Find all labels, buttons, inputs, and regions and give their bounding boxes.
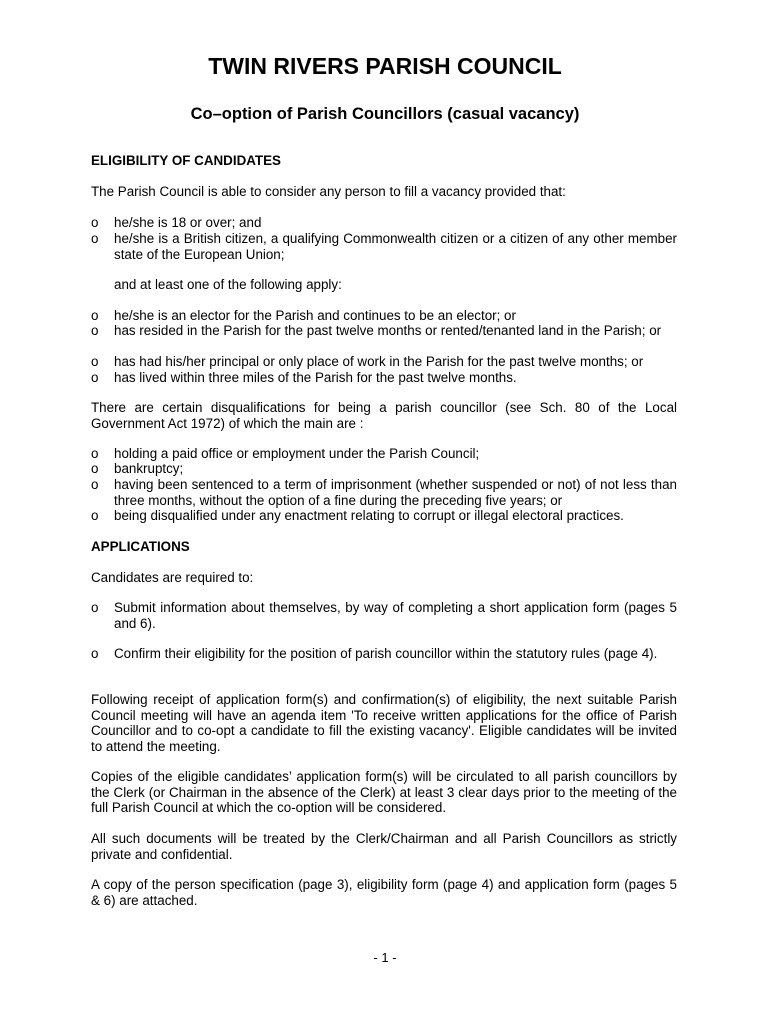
- bullet-icon: o: [91, 446, 99, 461]
- list-item-text: has resided in the Parish for the past twelve months or rented/tenanted land in the Parish; or: [114, 323, 662, 338]
- page-subtitle: Co–option of Parish Councillors (casual vacancy): [190, 105, 580, 123]
- disqualification-intro: There are certain disqualifications for being a parish councillor (see Sch. 80 of the Local Government Act 1972) of which the main are :: [91, 400, 677, 431]
- list-item-text: has had his/her principal or only place of work in the Parish for the past twelve months; or: [114, 354, 644, 369]
- applications-paragraph-3: All such documents will be treated by the Clerk/Chairman and all Parish Councillors as strictly private and confidential.: [91, 831, 677, 862]
- applications-paragraph-1: Following receipt of application form(s) and confirmation(s) of eligibility, the next suitable Parish Council meeting will have an agenda item 'To receive written applications for the office of Parish Councillor and to co-opt a candidate to fill the existing vacancy'. Eligible candidates will be invited to attend the meeting.: [91, 692, 677, 754]
- applications-paragraph-2: Copies of the eligible candidates’ application form(s) will be circulated to all parish councillors by the Clerk (or Chairman in the absence of the Clerk) at least 3 clear days prior to the meeting of the full Parish Council at which the co-option will be considered.: [91, 769, 677, 816]
- list-item-text: he/she is a British citizen, a qualifying Commonwealth citizen or a citizen of any other member state of the European Union;: [114, 231, 677, 262]
- bullet-icon: o: [91, 354, 99, 369]
- bullet-icon: o: [91, 323, 99, 338]
- list-item-text: he/she is an elector for the Parish and continues to be an elector; or: [114, 308, 516, 323]
- page-number: - 1 -: [373, 950, 397, 965]
- bullet-icon: o: [91, 461, 99, 476]
- bullet-icon: o: [91, 308, 99, 323]
- list-item-text: holding a paid office or employment under the Parish Council;: [114, 446, 480, 461]
- bullet-icon: o: [91, 215, 99, 230]
- bullet-icon: o: [91, 508, 99, 523]
- bullet-icon: o: [91, 477, 99, 492]
- applications-heading: APPLICATIONS: [91, 539, 190, 554]
- bullet-icon: o: [91, 231, 99, 246]
- page-title: TWIN RIVERS PARISH COUNCIL: [208, 53, 562, 79]
- eligibility-heading: ELIGIBILITY OF CANDIDATES: [91, 153, 281, 168]
- applications-paragraph-4: A copy of the person specification (page 3), eligibility form (page 4) and application form (pages 5 & 6) are attached.: [91, 877, 677, 908]
- list-item-text: having been sentenced to a term of imprisonment (whether suspended or not) of not less than three months, without the option of a fine during the preceding five years; or: [114, 477, 677, 508]
- list-item-text: Submit information about themselves, by way of completing a short application form (pages 5 and 6).: [114, 600, 677, 631]
- list-item-text: bankruptcy;: [114, 461, 184, 476]
- bullet-icon: o: [91, 370, 99, 385]
- bullet-icon: o: [91, 600, 99, 615]
- list-item-text: he/she is 18 or over; and: [114, 215, 262, 230]
- and-at-least-text: and at least one of the following apply:: [114, 277, 342, 292]
- list-item-text: has lived within three miles of the Parish for the past twelve months.: [114, 370, 517, 385]
- eligibility-intro: The Parish Council is able to consider any person to fill a vacancy provided that:: [91, 184, 566, 199]
- applications-intro: Candidates are required to:: [91, 570, 254, 585]
- bullet-icon: o: [91, 646, 99, 661]
- list-item-text: being disqualified under any enactment relating to corrupt or illegal electoral practices.: [114, 508, 624, 523]
- list-item-text: Confirm their eligibility for the position of parish councillor within the statutory rules (page 4).: [114, 646, 658, 661]
